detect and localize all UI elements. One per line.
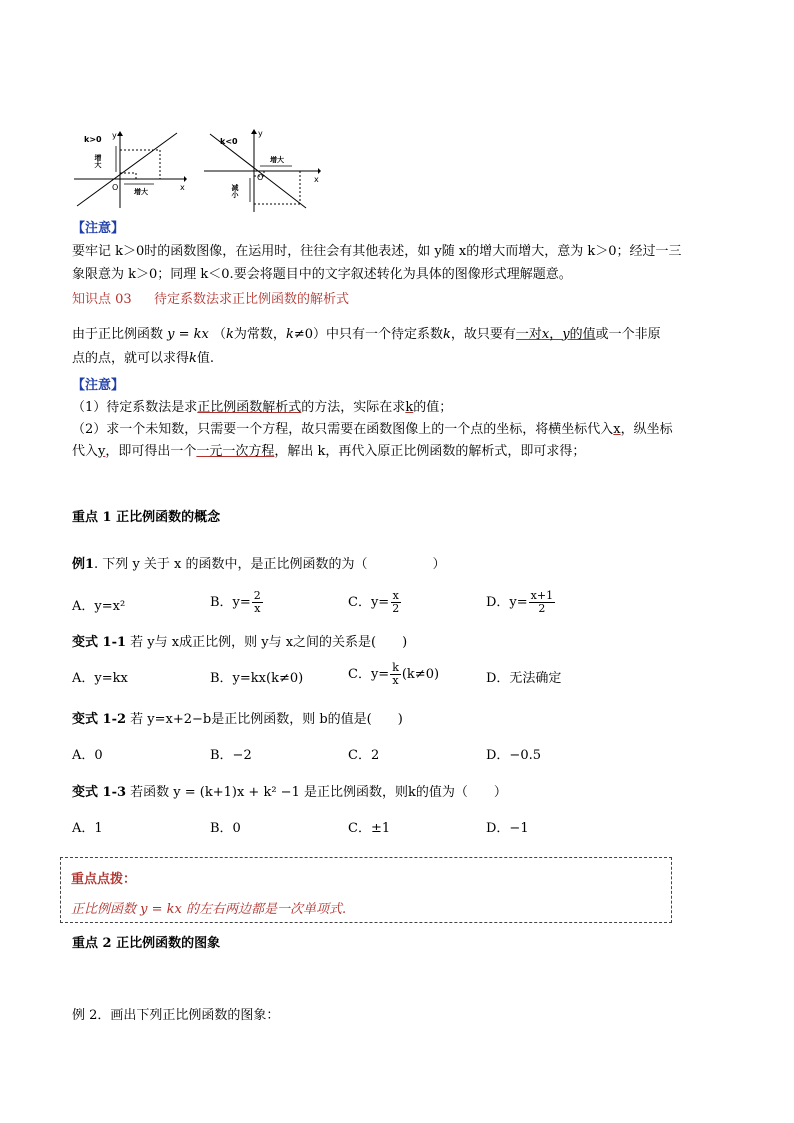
- graph-origin-label: O: [257, 173, 264, 182]
- tip-text: 正比例函数 y = kx 的左右两边都是一次单项式.: [71, 902, 347, 917]
- tip-box: [60, 857, 672, 923]
- option-d: D．无法确定: [486, 671, 562, 686]
- paragraph-line: 由于正比例函数 y = kx （k为常数，k≠0）中只有一个待定系数k，故只要有一对x，y的值或一个非原: [72, 327, 661, 342]
- option-c: C．y= $\frac{k}{x}$ (k≠0): [348, 661, 440, 687]
- question-label: 变式 1-2: [72, 712, 127, 727]
- option-a: A．y=x²: [72, 599, 126, 614]
- graph-x-axis-label: x: [314, 175, 319, 184]
- option-c: C．y= $\frac{x}{2}$: [348, 589, 400, 615]
- option-c: C．±1: [348, 821, 391, 836]
- knowledge-point-heading: [72, 290, 349, 310]
- graph-k-label: k>0: [84, 135, 102, 144]
- note-line: 要牢记 k＞0时的函数图像，在运用时，往往会有其他表述，如 y随 x的增大而增大，意为 k＞0；经过一三: [72, 244, 682, 259]
- underlined-term: 一对: [515, 327, 542, 342]
- note-line: 象限意为 k＞0；同理 k＜0.要会将题目中的文字叙述转化为具体的图像形式理解题意。: [72, 267, 572, 282]
- question-stem: 例 2．画出下列正比例函数的图象：: [72, 1008, 280, 1023]
- note-line: （2）求一个未知数，只需要一个方程，故只需要在函数图像上的一个点的坐标，将横坐标代入x，纵坐标: [72, 422, 673, 437]
- option-a: A．0: [72, 748, 103, 763]
- option-c: C．2: [348, 748, 380, 763]
- option-d: D．−0.5: [486, 748, 541, 763]
- graph-k-negative: [202, 126, 322, 214]
- question-label: 例1: [72, 557, 95, 572]
- graph-k-positive: [72, 128, 187, 210]
- question-stem: 变式 1-1 若 y与 x成正比例，则 y与 x之间的关系是( ): [72, 635, 408, 650]
- graph-y-axis-label: y: [112, 131, 117, 140]
- option-b: B．y= $\frac{2}{x}$: [210, 589, 261, 615]
- option-a: A．y=kx: [72, 671, 128, 686]
- note-heading: 【注意】: [72, 221, 125, 236]
- paragraph-line: 点的点，就可以求得k值.: [72, 351, 215, 366]
- note-line: 代入y，即可得出一个一元一次方程，解出 k，再代入原正比例函数的解析式，即可求得；: [72, 444, 586, 459]
- graph-y-axis-label: y: [258, 129, 263, 138]
- knowledge-point-label: 知识点 03: [72, 292, 132, 307]
- knowledge-point-title: 待定系数法求正比例函数的解析式: [153, 292, 349, 307]
- option-d: D．−1: [486, 821, 529, 836]
- question-label: 变式 1-1: [72, 635, 127, 650]
- section-heading: 重点 1 正比例函数的概念: [72, 510, 221, 525]
- note-line: （1）待定系数法是求正比例函数解析式的方法，实际在求k的值；: [72, 400, 453, 415]
- option-b: B．−2: [210, 748, 252, 763]
- question-stem: 例1. 下列 y 关于 x 的函数中，是正比例函数的为（ ）: [72, 557, 446, 572]
- graph-x-change: 增大: [270, 156, 284, 164]
- graph-x-axis-label: x: [180, 183, 185, 192]
- question-label: 变式 1-3: [72, 785, 127, 800]
- option-d: D．y= $\frac{x+1}{2}$: [486, 589, 554, 615]
- question-stem: 变式 1-2 若 y=x+2−b是正比例函数，则 b的值是( ): [72, 712, 403, 727]
- note-heading: 【注意】: [72, 378, 125, 393]
- graph-origin-label: O: [112, 183, 119, 192]
- graph-y-change: 减小: [231, 184, 239, 198]
- option-a: A．1: [72, 821, 103, 836]
- graph-y-change: 增大: [94, 154, 102, 168]
- option-b: B．y=kx(k≠0): [210, 671, 304, 686]
- graph-x-change: 增大: [134, 188, 148, 196]
- question-stem: 变式 1-3 若函数 y = (k+1)x + k² −1 是正比例函数，则k的值为（ ）: [72, 785, 507, 800]
- tip-title: 重点点拨：: [71, 872, 137, 887]
- graph-k-label: k<0: [220, 137, 238, 146]
- option-b: B．0: [210, 821, 241, 836]
- formula: y = kx: [167, 327, 209, 342]
- section-heading: 重点 2 正比例函数的图象: [72, 936, 221, 951]
